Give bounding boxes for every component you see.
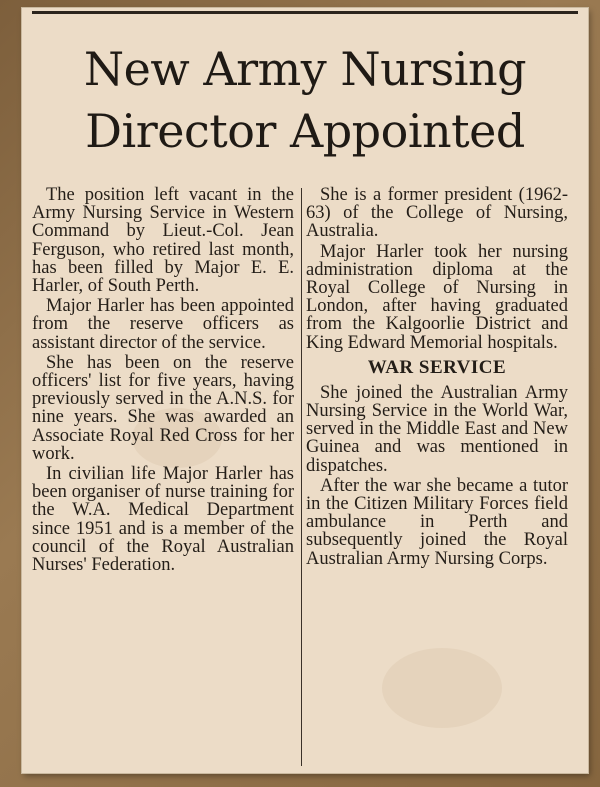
paragraph: Major Harler has been appointed from the reserve officers as assistant director of the service. <box>32 296 294 353</box>
paragraph: She joined the Australian Army Nursing Service in the World War, served in the Middle East and New Guinea and was mentioned in dispatches. <box>306 382 568 476</box>
paragraph: In civilian life Major Harler has been organiser of nurse training for the W.A. Medical Department since 1951 and is a member of the council of the Royal Australian Nurses' Federation. <box>32 464 294 576</box>
paragraph: After the war she became a tutor in the Citizen Military Forces field ambulance in Perth and subsequently joined the Royal Australian Army Nursing Corps. <box>306 475 568 569</box>
subheading: WAR SERVICE <box>367 356 507 378</box>
paragraph: Major Harler took her nursing administration diploma at the Royal College of Nursing in London, after having graduated from the Kalgoorlie District and King Edward Memorial hospitals. <box>306 241 568 353</box>
column-divider <box>301 188 302 766</box>
headline: New Army Nursing Director Appointed <box>83 42 527 158</box>
top-rule <box>32 11 578 14</box>
paper-stain <box>382 648 502 728</box>
right-column <box>306 186 568 570</box>
newspaper-clipping <box>22 8 588 773</box>
left-column <box>32 186 294 576</box>
paragraph: She is a former president (1962-63) of the College of Nursing, Australia. <box>306 185 568 242</box>
paragraph: She has been on the reserve officers' list for five years, having previously served in the A.N.S. for nine years. She was awarded an Associate Royal Red Cross for her work. <box>32 352 294 464</box>
paragraph: The position left vacant in the Army Nursing Service in Western Command by Lieut.-Col. Jean Ferguson, who retired last month, has been filled by Major E. E. Harler, of South Perth. <box>32 185 294 297</box>
